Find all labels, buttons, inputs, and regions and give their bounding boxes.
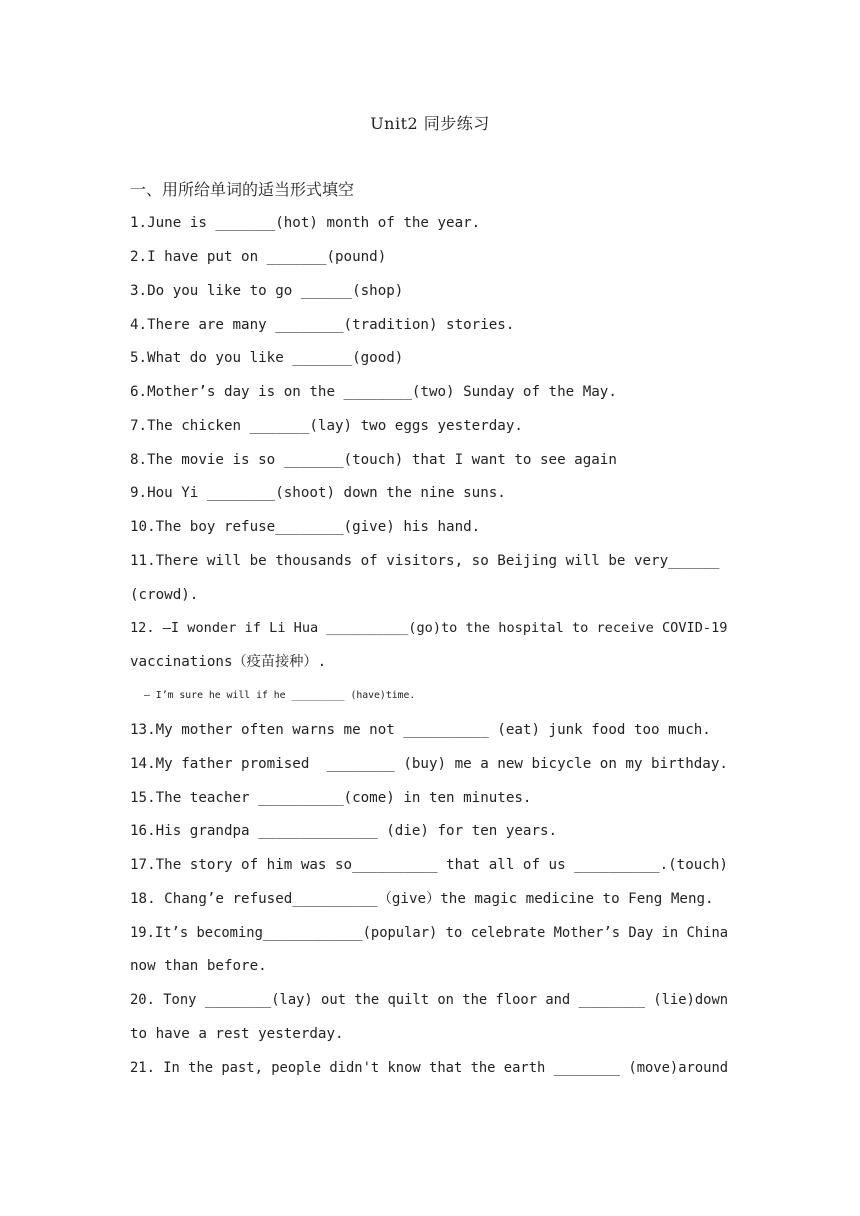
exercise-line-2: 2.I have put on _______(pound) [130, 249, 387, 265]
page-title: Unit2 同步练习 [370, 114, 490, 133]
exercise-line-12-cont: vaccinations（疫苗接种）. [130, 654, 327, 670]
exercise-line-12: 12. —I wonder if Li Hua __________(go)to the hospital to receive COVID-19 [130, 620, 728, 636]
exercise-line-21: 21. In the past, people didn't know that the earth ________ (move)around [130, 1060, 729, 1076]
exercise-line-15: 15.The teacher __________(come) in ten minutes. [130, 790, 532, 806]
exercise-line-6: 6.Mother’s day is on the ________(two) Sunday of the May. [130, 384, 617, 400]
exercise-line-16: 16.His grandpa ______________ (die) for ten years. [130, 823, 558, 839]
exercise-line-11: 11.There will be thousands of visitors, so Beijing will be very______ [130, 553, 720, 569]
exercise-line-10: 10.The boy refuse________(give) his hand. [130, 519, 481, 535]
exercise-line-8: 8.The movie is so _______(touch) that I want to see again [130, 452, 617, 468]
exercise-line-9: 9.Hou Yi ________(shoot) down the nine suns. [130, 485, 506, 501]
exercise-line-20: 20. Tony ________(lay) out the quilt on the floor and ________ (lie)down [130, 992, 729, 1008]
exercise-line-18: 18. Chang’e refused__________（give）the magic medicine to Feng Meng. [130, 891, 714, 907]
exercise-line-19-cont: now than before. [130, 958, 267, 974]
exercise-line-14: 14.My father promised ________ (buy) me a new bicycle on my birthday. [130, 756, 728, 772]
exercise-line-11-cont: (crowd). [130, 587, 199, 603]
exercise-line-20-cont: to have a rest yesterday. [130, 1026, 344, 1042]
exercise-line-4: 4.There are many ________(tradition) stories. [130, 317, 515, 333]
exercise-line-1: 1.June is _______(hot) month of the year. [130, 215, 481, 231]
exercise-line-7: 7.The chicken _______(lay) two eggs yesterday. [130, 418, 523, 434]
section-heading: 一、用所给单词的适当形式填空 [130, 180, 355, 199]
exercise-line-19: 19.It’s becoming____________(popular) to celebrate Mother’s Day in China [130, 925, 729, 941]
exercise-line-5: 5.What do you like _______(good) [130, 350, 404, 366]
exercise-line-13: 13.My mother often warns me not __________ (eat) junk food too much. [130, 722, 711, 738]
exercise-line-12-reply: — I’m sure he will if he _________ (have)time. [144, 690, 416, 701]
exercise-line-3: 3.Do you like to go ______(shop) [130, 283, 404, 299]
exercise-line-17: 17.The story of him was so__________ that all of us __________.(touch) [130, 857, 728, 873]
